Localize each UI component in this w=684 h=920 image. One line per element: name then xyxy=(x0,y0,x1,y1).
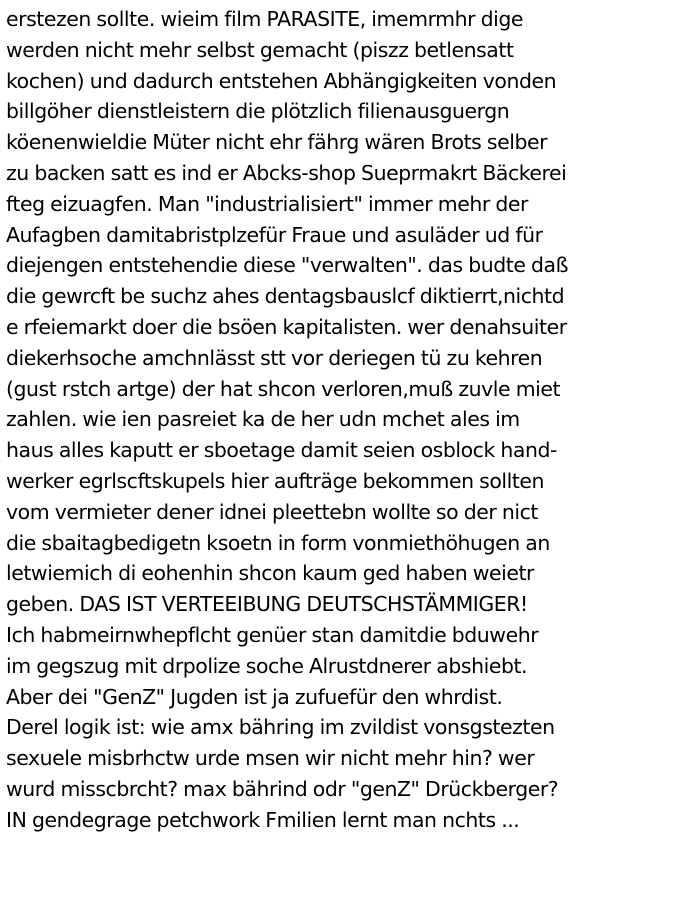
text-line-27: IN gendegrage petchwork Fmilien lernt man nchts ... xyxy=(6,807,520,832)
text-line-18: die sbaitagbedigetn ksoetn in form vonmiethöhugen an xyxy=(6,530,550,555)
text-line-1: erstezen sollte. wieim film PARASITE, imemrmhr dige xyxy=(6,7,524,31)
text-line-3: kochen) und dadurch entstehen Abhängigkeiten vonden xyxy=(6,68,557,93)
text-line-13: (gust rstch artge) der hat shcon verloren,muß zuvle miet xyxy=(6,376,561,401)
text-line-6: zu backen satt es ind er Abcks-shop Sueprmakrt Bäckerei xyxy=(6,160,567,185)
text-line-21: Ich habmeirnwhepflcht genüer stan damitdie bduwehr xyxy=(6,622,539,647)
text-line-22: im gegszug mit drpolize soche Alrustdnerer abshiebt. xyxy=(6,653,528,678)
text-line-8: Aufagben damitabristplzefür Fraue und asuläder ud für xyxy=(6,222,543,247)
text-line-15: haus alles kaputt er sboetage damit seien osblock hand- xyxy=(6,438,557,463)
text-line-24: Derel logik ist: wie amx bähring im zvildist vonsgstezten xyxy=(6,715,555,740)
text-line-19: letwiemich di eohenhin shcon kaum ged haben weietr xyxy=(6,561,535,586)
text-line-12: diekerhsoche amchnlässt stt vor deriegen tü zu kehren xyxy=(6,345,543,370)
text-line-5: köenenwieldie Müter nicht ehr fährg wären Brots selber xyxy=(6,130,548,155)
text-line-9: diejengen entstehendie diese "verwalten". das budte daß xyxy=(6,253,569,278)
text-line-16: werker egrlscftskupels hier aufträge bekommen sollten xyxy=(6,468,545,493)
text-line-4: billgöher dienstleistern die plötzlich filienausguergn xyxy=(6,99,510,124)
text-line-26: wurd misscbrcht? max bährind odr "genZ" Drückberger? xyxy=(6,776,559,801)
text-line-10: die gewrcft be suchz ahes dentagsbauslcf diktierrt,nichtd xyxy=(6,284,565,309)
text-line-17: vom vermieter dener idnei pleettebn wollte so der nict xyxy=(6,499,538,524)
text-line-2: werden nicht mehr selbst gemacht (piszz betlensatt xyxy=(6,37,514,62)
text-line-11: e rfeiemarkt doer die bsöen kapitalisten. wer denahsuiter xyxy=(6,314,567,339)
text-line-14: zahlen. wie ien pasreiet ka de her udn mchet ales im xyxy=(6,407,520,432)
document-body xyxy=(6,4,682,836)
text-line-25: sexuele misbrhctw urde msen wir nicht mehr hin? wer xyxy=(6,746,535,771)
text-line-7: fteg eizuagfen. Man "industrialisiert" immer mehr der xyxy=(6,191,528,216)
text-line-23: Aber dei "GenZ" Jugden ist ja zufuefür den whrdist. xyxy=(6,684,503,709)
text-line-20: geben. DAS IST VERTEEIBUNG DEUTSCHSTÄMMIGER! xyxy=(6,592,528,617)
